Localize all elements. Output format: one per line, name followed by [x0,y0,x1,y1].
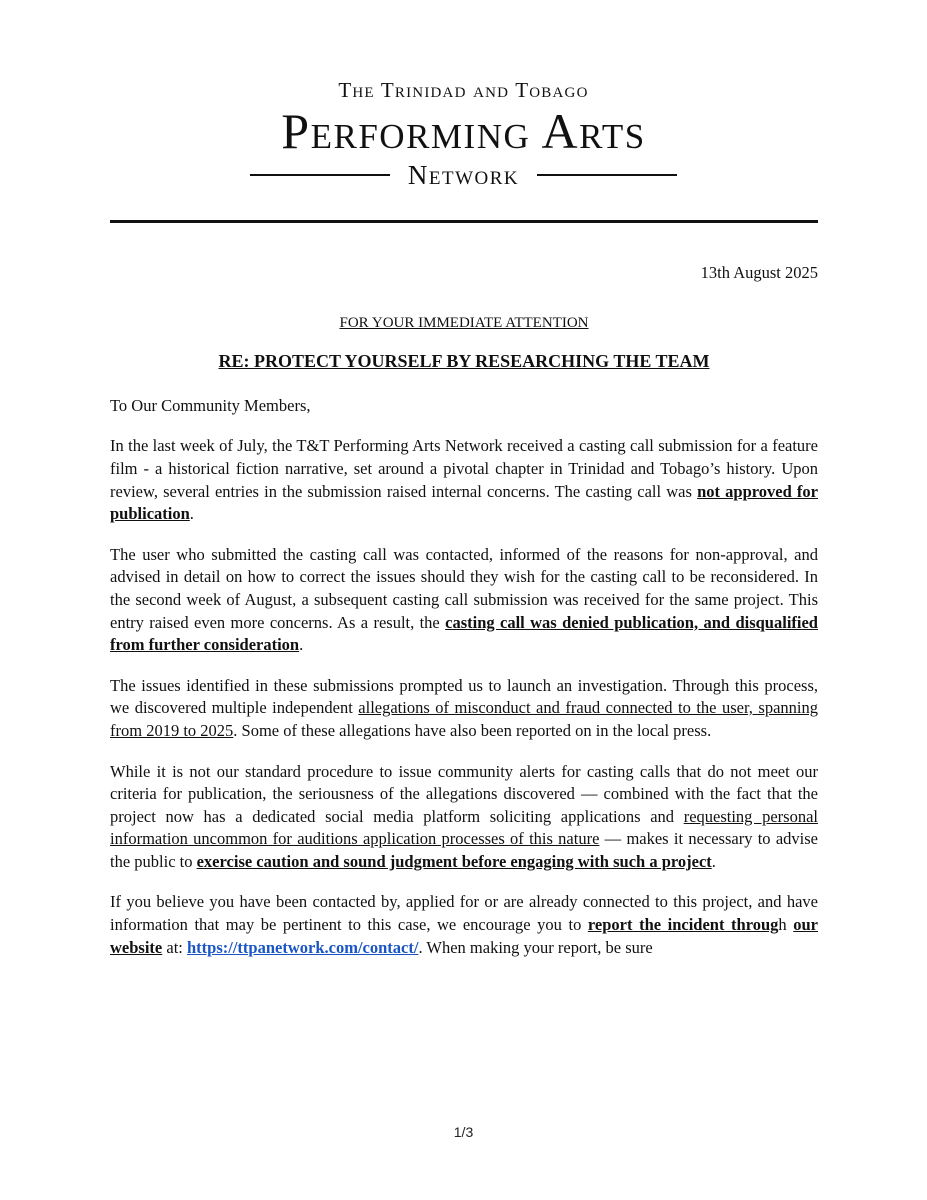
paragraph-text: . [189,504,194,524]
paragraph-3 [110,675,818,743]
letterhead-logo [0,78,927,190]
emphasis-text: exercise caution and sound judgment before engaging with such a project [196,851,712,871]
paragraph-text: The user who submitted the casting call was contacted, informed of the reasons for non-approval, and advised in detail on how to correct the issues should they wish for the casting call to be reconsidered. In the second week of August, a subsequent casting call submission was received for the same project. This entry raised even more concerns. As a result, the [110,544,818,632]
paragraph-2 [110,544,818,657]
paragraph-5 [110,891,818,959]
paragraph-text: While it is not our standard procedure to issue community alerts for casting calls that do not meet our criteria for publication, the seriousness of the allegations discovered — combined with the fact that the project now has a dedicated social media platform soliciting applications and [110,761,818,826]
paragraph-4 [110,761,818,874]
page-number: 1/3 [453,1124,474,1140]
paragraph-text: The issues identified in these submissions prompted us to launch an investigation. Through this process, we discovered multiple independent [110,675,818,718]
paragraph-text: . Some of these allegations have also been reported on in the local press. [233,720,712,740]
letterhead-line3 [0,160,927,190]
paragraph-text: If you believe you have been contacted by, applied for or are already connected to this project, and have information that may be pertinent to this case, we encourage you to [110,892,818,935]
letterhead-rule-left [250,174,390,176]
attention-line: FOR YOUR IMMEDIATE ATTENTION [339,314,589,331]
emphasis-text: report the incident throug [587,915,779,935]
letter-date: 13th August 2025 [700,263,818,282]
underlined-text: requesting personal information uncommon for auditions application processes of this nature [110,806,818,849]
letter-body [110,262,818,959]
paragraph-text: . [711,851,716,871]
letterhead-rule-right [537,174,677,176]
underlined-text: allegations of misconduct and fraud connected to the user, spanning from 2019 to 2025 [110,698,818,740]
contact-link[interactable]: https://ttpanetwork.com/contact/ [187,937,419,957]
paragraph-text: — makes it necessary to advise the public to [110,829,818,871]
emphasis-text: casting call was denied publication, and disqualified from further consideration [110,612,818,655]
paragraph-1 [110,435,818,525]
letterhead-line1: The Trinidad and Tobago [338,78,589,102]
paragraph-text: In the last week of July, the T&T Performing Arts Network received a casting call submission for a feature film - a historical fiction narrative, set around a pivotal chapter in Trinidad and Tobago’s history. Upon review, several entries in the submission raised internal concerns. The casting call was [110,436,818,501]
paragraph-text: . When making your report, be sure [418,937,653,957]
paragraph-text: h [778,915,794,935]
letterhead-line2: Performing Arts [281,103,646,159]
emphasis-text: our website [110,915,818,957]
subject-line: RE: PROTECT YOURSELF BY RESEARCHING THE TEAM [218,351,710,372]
emphasis-text: not approved for publication [110,481,818,524]
paragraph-text: at: [162,937,187,957]
salutation: To Our Community Members, [110,395,311,415]
header-divider [110,220,818,223]
paragraph-text: . [299,635,304,655]
letterhead-network: Network [407,160,520,190]
